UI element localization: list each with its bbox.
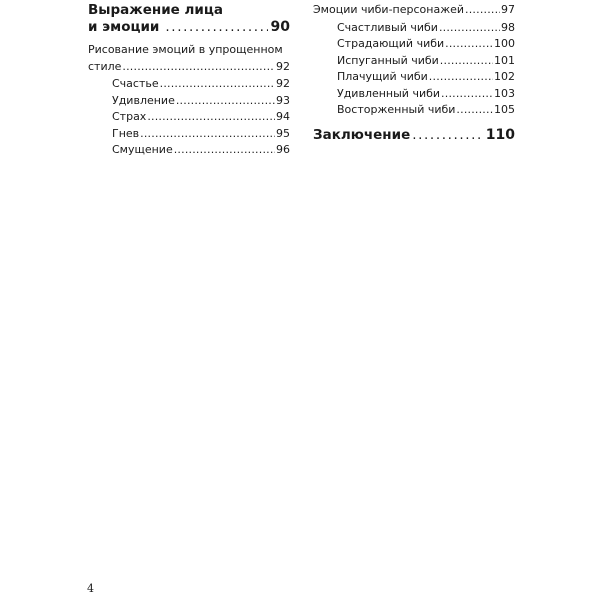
subsection-title-line1: Рисование эмоций в упрощенном [88,43,283,56]
chapter-page-number: 110 [485,126,515,143]
toc-item-list [313,20,515,119]
toc-subsection-chibi-emotions[interactable] [313,2,515,19]
toc-item-page: 100 [494,37,515,50]
toc-item-label: Восторженный чиби [337,103,456,116]
toc-chapter-face-expressions[interactable] [88,2,290,36]
dot-leader [122,59,275,76]
dot-leader [429,69,493,86]
subsection-title: Эмоции чиби-персонажей [313,3,465,16]
toc-item-label: Счастье [112,77,159,90]
toc-item-label: Плачущий чиби [337,70,428,83]
toc-item-label: Счастливый чиби [337,20,438,34]
toc-item[interactable] [337,20,515,37]
dot-leader [456,102,493,119]
subsection-page-number: 97 [501,3,515,16]
toc-right-column [313,0,515,144]
toc-item-label: Удивление [112,93,175,107]
toc-item-page: 101 [494,53,515,67]
dot-leader [439,20,500,37]
toc-item-page: 94 [276,110,290,123]
toc-item[interactable] [337,86,515,103]
toc-left-column [88,0,290,159]
toc-item[interactable] [112,142,290,159]
dot-leader [412,127,483,144]
chapter-title-line2: и эмоции [88,19,160,35]
toc-item[interactable] [337,102,515,119]
toc-item-label: Страдающий чиби [337,37,445,50]
toc-item-label: Испуганный чиби [337,53,439,67]
dot-leader [140,126,275,143]
toc-item-label: Страх [112,110,147,123]
toc-item-page: 96 [276,143,290,156]
page-number: 4 [87,582,94,595]
toc-item-page: 98 [501,20,515,34]
toc-subsection-simplified-emotions[interactable] [88,42,290,75]
chapter-title: Заключение [313,126,411,143]
toc-item-page: 93 [276,93,290,107]
toc-item[interactable] [112,109,290,126]
toc-item-page: 103 [494,86,515,100]
toc-item-list [88,76,290,159]
dot-leader [441,86,493,103]
toc-item[interactable] [337,69,515,86]
toc-item-label: Смущение [112,143,173,156]
dot-leader [165,19,267,36]
subsection-page-number: 92 [276,59,290,73]
dot-leader [440,53,493,70]
subsection-title-line2: стиле [88,59,122,73]
dot-leader [176,93,275,110]
dot-leader [160,76,275,93]
toc-item[interactable] [112,126,290,143]
toc-item-page: 95 [276,126,290,140]
dot-leader [147,109,275,126]
toc-item-page: 92 [276,77,290,90]
toc-item-page: 105 [494,103,515,116]
toc-item-label: Удивленный чиби [337,86,441,100]
toc-chapter-conclusion[interactable] [313,127,515,144]
chapter-page-number: 90 [270,19,290,35]
toc-item[interactable] [337,36,515,53]
toc-item-page: 102 [494,70,515,83]
dot-leader [174,142,275,159]
toc-item[interactable] [337,53,515,70]
toc-item[interactable] [112,93,290,110]
toc-item-label: Гнев [112,126,140,140]
dot-leader [445,36,493,53]
dot-leader [465,2,500,19]
chapter-title-line1: Выражение лица [88,2,223,18]
toc-item[interactable] [112,76,290,93]
